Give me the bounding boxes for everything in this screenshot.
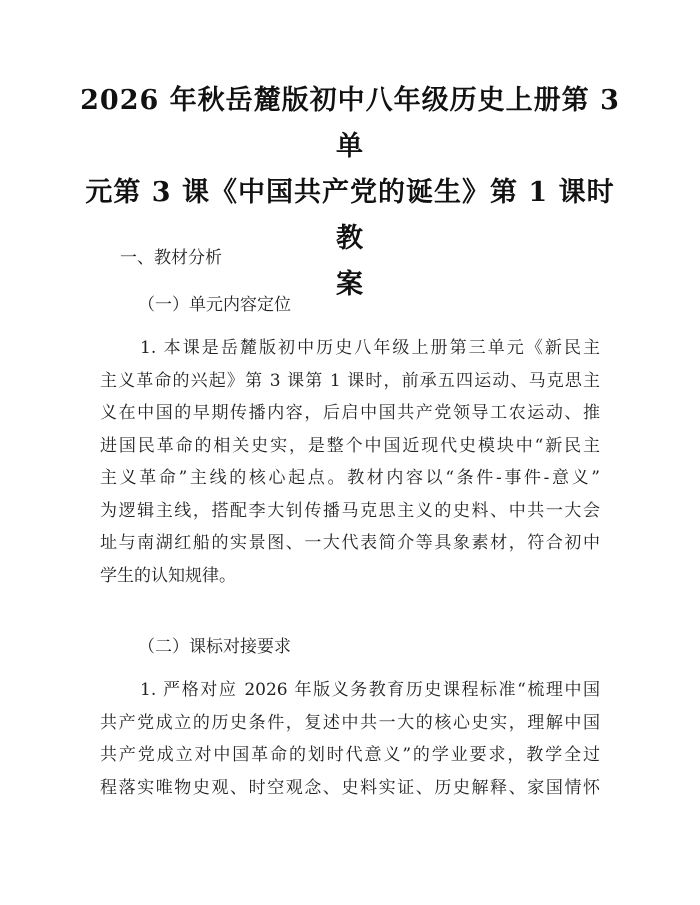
paragraph-line: 1. 严格对应 2026 年版义务教育历史课程标准“梳理中国 [140, 680, 600, 700]
paragraph-line: 为逻辑主线，搭配李大钊传播马克思主义的史料、中共一大会 [100, 500, 600, 521]
paragraph-line: 1. 本课是岳麓版初中历史八年级上册第三单元《新民主 [140, 338, 600, 358]
paragraph-curriculum-standard [100, 674, 600, 804]
paragraph-line: 程落实唯物史观、时空观念、史料实证、历史解释、家国情怀 [100, 777, 600, 798]
section-heading-teaching-material-analysis: 一、教材分析 [120, 248, 222, 268]
paragraph-line: 学生的认知规律。 [100, 565, 236, 586]
subsection-heading-curriculum-standard: （二）课标对接要求 [138, 637, 291, 657]
paragraph-line: 进国民革命的相关史实，是整个中国近现代史模块中“新民主 [100, 435, 600, 456]
paragraph-line: 址与南湖红船的实景图、一大代表简介等具象素材，符合初中 [100, 533, 600, 553]
paragraph-line: 义在中国的早期传播内容，后启中国共产党领导工农运动、推 [100, 403, 600, 423]
title-line: 元第 3 课《中国共产党的诞生》第 1 课时教 [85, 177, 615, 254]
paragraph-unit-positioning [100, 332, 600, 592]
paragraph-line: 共产党成立对中国革命的划时代意义”的学业要求，教学全过 [100, 745, 600, 765]
title-line: 2026 年秋岳麓版初中八年级历史上册第 3 单 [80, 85, 620, 162]
paragraph-line: 主义革命的兴起》第 3 课第 1 课时，前承五四运动、马克思主 [100, 370, 600, 391]
paragraph-line: 主义革命”主线的核心起点。教材内容以“条件-事件-意义” [100, 468, 600, 488]
subsection-heading-unit-positioning: （一）单元内容定位 [138, 295, 291, 315]
title-line: 案 [336, 269, 364, 300]
document-title [80, 78, 620, 308]
paragraph-line: 共产党成立的历史条件，复述中共一大的核心史实，理解中国 [100, 712, 600, 733]
